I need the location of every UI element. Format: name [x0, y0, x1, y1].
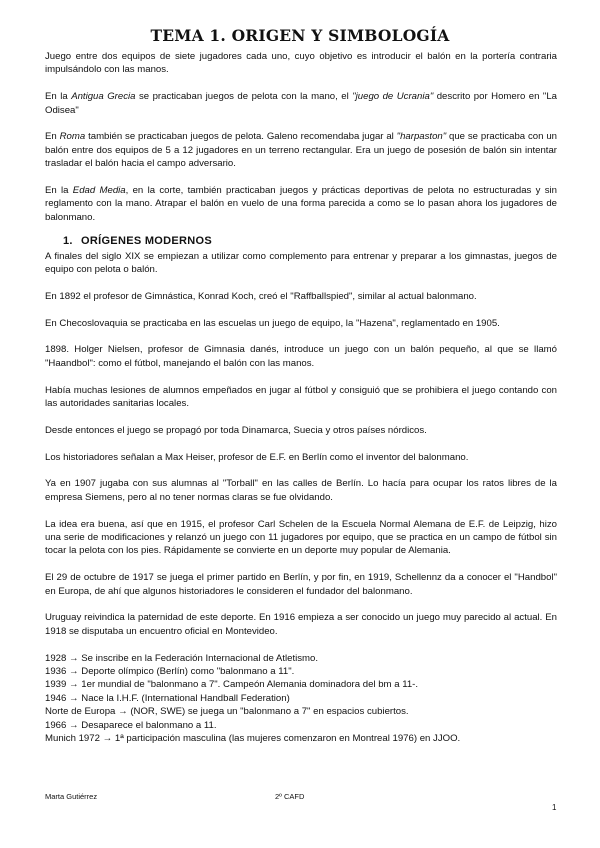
text-span: también se practicaban juegos de pelota. Galeno recomendaba jugar al [85, 131, 397, 143]
section-paragraph: Había muchas lesiones de alumnos empeñados en jugar al fútbol y consiguió que se prohibiera el juego contando con las autoridades sanitarias locales. [45, 384, 557, 410]
page-number: 1 [552, 803, 557, 812]
text-span: En la [45, 185, 73, 197]
timeline-item: 1928 → Se inscribe en la Federación Internacional de Atletismo. [45, 652, 319, 664]
section-paragraph: Ya en 1907 jugaba con sus alumnas al "Torball" en las calles de Berlín. Lo hacía para ocupar los ratos libres de la empresa Siemens, pero al no tener normas claras se fue olvidando. [45, 478, 557, 503]
section-heading [63, 235, 557, 248]
section-paragraph: En 1892 el profesor de Gimnástica, Konrad Koch, creó el "Raffballspied", similar al actual balonmano. [45, 290, 477, 302]
intro-paragraph-1: Juego entre dos equipos de siete jugadores cada uno, cuyo objetivo es introducir el balón en la portería contraria impulsándolo con las manos. [45, 51, 557, 76]
section-paragraph: 1898. Holger Nielsen, profesor de Gimnasia danés, introduce un juego con un balón pequeño, al que se llamó "Haandbol": como el fútbol, manejando el balón con las manos. [45, 344, 557, 369]
emphasis-edad-media: Edad Media [72, 185, 126, 197]
section-paragraph: Uruguay reivindica la paternidad de este deporte. En 1916 empieza a ser conocido un juego muy parecido al actual. En 1918 se disputaba un encuentro oficial en Montevideo. [45, 612, 557, 637]
text-span: descrito por Homero en "La Odisea" [45, 91, 557, 116]
text-span: se practicaban juegos de pelota con la mano, el [135, 91, 353, 103]
page-title: TEMA 1. ORIGEN Y SIMBOLOGÍA [150, 26, 450, 45]
emphasis-roma: Roma [59, 131, 86, 143]
timeline-item: 1966 → Desaparece el balonmano a 11. [45, 719, 217, 731]
text-span: En [45, 131, 60, 143]
text-span: En la [45, 91, 72, 103]
intro-paragraph-2 [45, 90, 557, 117]
document-body [45, 50, 557, 746]
section-paragraph: El 29 de octubre de 1917 se juega el primer partido en Berlín, y por fin, en 1919, Schellennz da a conocer el "Handbol" en Europa, de ahí que algunos historiadores le consideren el fundador del balonmano. [45, 572, 557, 597]
section-paragraph: A finales del siglo XIX se empiezan a utilizar como complemento para entrenar y preparar a los gimnastas, juegos de equipo con pelota o balón. [45, 250, 557, 276]
text-span: , en la corte, también practicaban juegos y prácticas deportivas de pelota no estructuradas y sin reglamento con la mano. Atrapar el balón en vuelo de una forma parecida a como se lo pasan ahora los jugadores de balonmano. [45, 185, 557, 223]
section-heading-text: ORÍGENES MODERNOS [81, 235, 213, 248]
section-number: 1. [63, 235, 73, 248]
intro-paragraph-4 [45, 184, 557, 224]
footer-author: Marta Gutiérrez [45, 792, 98, 801]
timeline-item: 1939 → 1er mundial de "balonmano a 7". Campeón Alemania dominadora del bm a 11-. [45, 679, 419, 691]
section-paragraph: Los historiadores señalan a Max Heiser, profesor de E.F. en Berlín como el inventor del balonmano. [45, 451, 469, 463]
section-paragraph: La idea era buena, así que en 1915, el profesor Carl Schelen de la Escuela Normal Alemana de E.F. de Leipzig, hizo una serie de modificaciones y relanzó un juego con 11 jugadores por equipo, que se practica en un campo de fútbol sin tocar la pelota con los pies. Rápidamente se convierte en un deporte muy popular de Alemania. [45, 518, 557, 557]
emphasis-antigua-grecia: Antigua Grecia [71, 91, 136, 103]
section-paragraph: En Checoslovaquia se practicaba en las escuelas un juego de equipo, la "Hazena", reglamentado en 1905. [45, 317, 500, 329]
text-span: que se practicaba con un balón entre dos equipos de 5 a 12 jugadores en un terreno rectangular. Era un juego de posesión de balón sin intentar trasladar el balón hacia el campo adversario. [45, 131, 557, 170]
section-paragraph: Desde entonces el juego se propagó por toda Dinamarca, Suecia y otros países nórdicos. [45, 424, 427, 436]
intro-paragraph-3 [45, 130, 557, 170]
timeline-item: 1936 → Deporte olímpico (Berlín) como "balonmano a 11". [45, 666, 295, 678]
emphasis-harpaston: "harpaston" [396, 131, 447, 143]
footer-course: 2º CAFD [275, 792, 305, 801]
timeline-item: 1946 → Nace la I.H.F. (International Handball Federation) [45, 692, 290, 704]
timeline-item: Norte de Europa → (NOR, SWE) se juega un "balonmano a 7" en espacios cubiertos. [45, 706, 409, 718]
emphasis-juego-ucrania: "juego de Ucrania" [352, 91, 434, 103]
timeline-item: Munich 1972 → 1ª participación masculina (las mujeres comenzaron en Montreal 1976) en JJOO. [45, 733, 461, 745]
timeline-list [45, 652, 557, 746]
